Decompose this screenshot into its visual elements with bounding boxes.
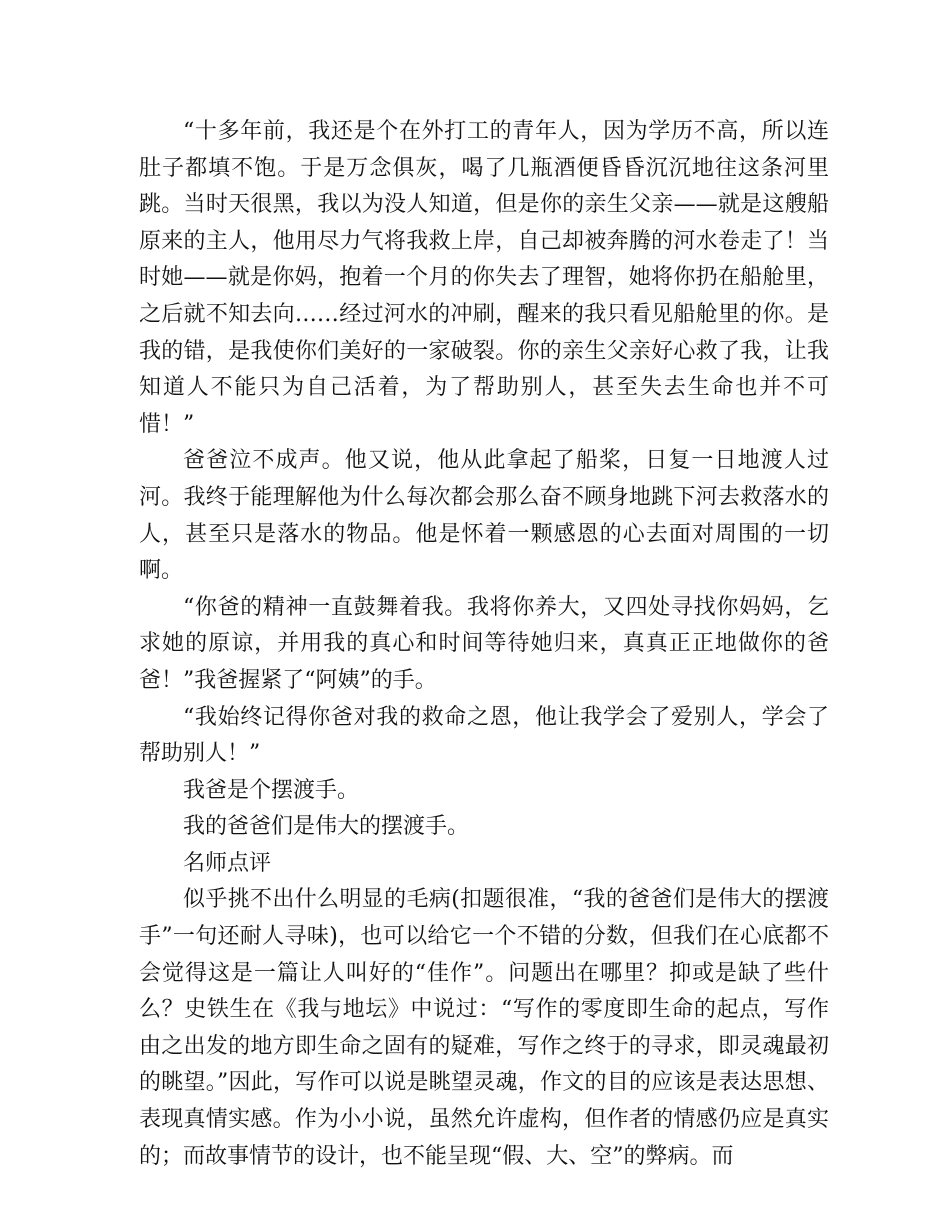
paragraph-story-confession: “十多年前，我还是个在外打工的青年人，因为学历不高，所以连肚子都填不饱。于是万念俱灰，喝了几瓶酒便昏昏沉沉地往这条河里跳。当时天很黑，我以为没人知道，但是你的亲生父亲——就是这艘船原来的主人，他用尽力气将我救上岸，自己却被奔腾的河水卷走了！当时她——就是你妈，抱着一个月的你失去了理智，她将你扔在船舱里，之后就不知去向……经过河水的冲刷，醒来的我只看见船舱里的你。是我的错，是我使你们美好的一家破裂。你的亲生父亲好心救了我，让我知道人不能只为自己活着，为了帮助别人，甚至失去生命也并不可惜！” bbox=[139, 119, 829, 437]
document-body bbox=[139, 114, 829, 1175]
paragraph-ferryman: 我爸是个摆渡手。 bbox=[183, 777, 360, 803]
paragraph-mother-gratitude: “我始终记得你爸对我的救命之恩，他让我学会了爱别人，学会了帮助别人！” bbox=[139, 704, 829, 767]
section-heading-teacher-comment: 名师点评 bbox=[183, 850, 272, 876]
paragraph-great-ferrymen: 我的爸爸们是伟大的摆渡手。 bbox=[183, 814, 470, 840]
paragraph-father-weeping: 爸爸泣不成声。他又说，他从此拿起了船桨，日复一日地渡人过河。我终于能理解他为什么每次都会那么奋不顾身地跳下河去救落水的人，甚至只是落水的物品。他是怀着一颗感恩的心去面对周围的一切啊。 bbox=[139, 448, 829, 584]
paragraph-teacher-comment: 似乎挑不出什么明显的毛病(扣题很准，“我的爸爸们是伟大的摆渡手”一句还耐人寻味)，也可以给它一个不错的分数，但我们在心底都不会觉得这是一篇让人叫好的“佳作”。问题出在哪里？抑或是缺了些什么？史铁生在《我与地坛》中说过：“写作的零度即生命的起点，写作由之出发的地方即生命之固有的疑难，写作之终于的寻求，即灵魂最初的眺望。”因此，写作可以说是眺望灵魂，作文的目的应该是表达思想、表现真情实感。作为小小说，虽然允许虚构，但作者的情感仍应是真实的；而故事情节的设计，也不能呈现“假、大、空”的弊病。而 bbox=[139, 887, 829, 1169]
paragraph-father-raised-me: “你爸的精神一直鼓舞着我。我将你养大，又四处寻找你妈妈，乞求她的原谅，并用我的真心和时间等待她归来，真真正正地做你的爸爸！”我爸握紧了“阿姨”的手。 bbox=[139, 594, 829, 693]
